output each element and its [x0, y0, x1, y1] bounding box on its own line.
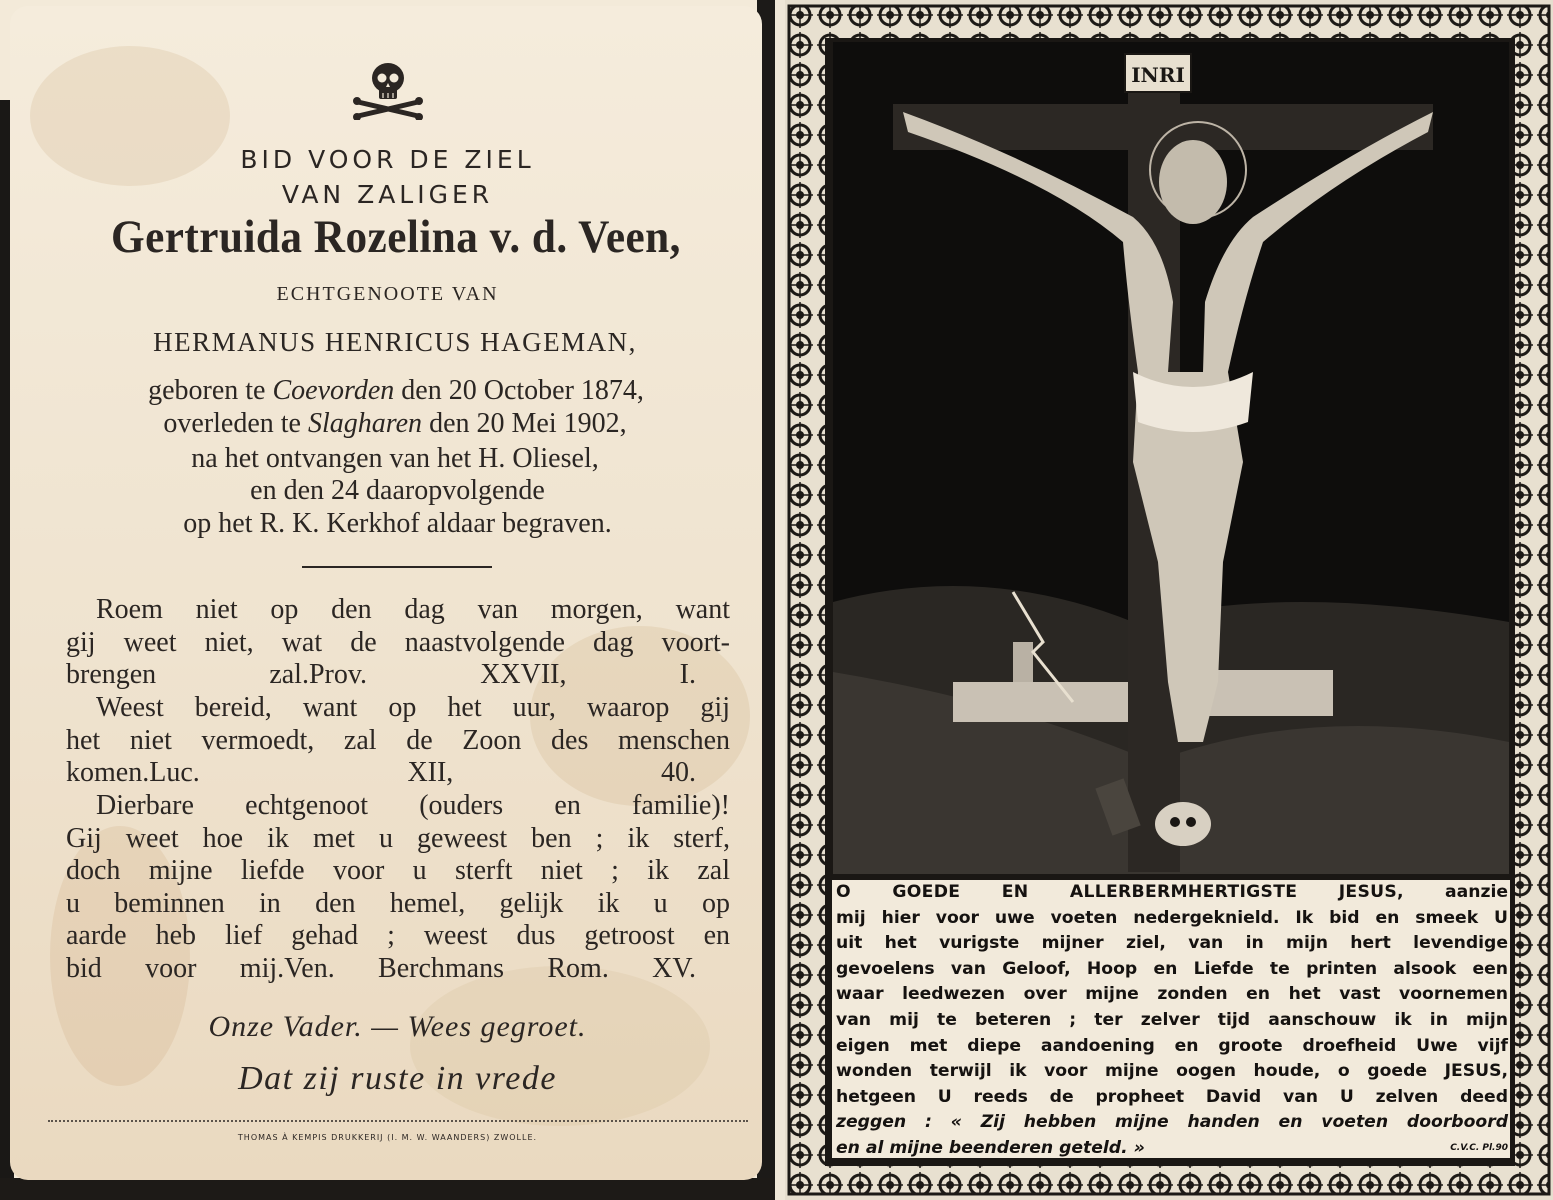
skull-crossbones-icon [352, 58, 424, 120]
divider-rule [302, 566, 492, 568]
prayer-text: O GOEDE EN ALLERBERMHERTIGSTE JESUS, aanzie mij hier voor uwe voeten nedergeknield. Ik bid en smeek U uit het vurigste mijner ziel, van in mijn hert levendige gevoelens van Geloof, Hoop en Liefde te printen alsook een waar leedwezen over mijne zonden en het vast voornemen van mij te beteren ; ter zelver tijd aanschouw ik in mijn eigen met diepe aandoening en groote droefheid Uwe vijf wonden terwijl ik voor mijne oogen houde, o goede JESUS, hetgeen U reeds de propheet David van U zelven deed zeggen : « Zij hebben mijne handen en voeten doorboord en al mijne beenderen geteld. » C.V.C. Pl.90 [836, 882, 1508, 1158]
heading-line-1: BID VOOR DE ZIEL [240, 145, 535, 174]
quote-proverbs: Roem niet op den dag van morgen, want gij weet niet, wat de naastvolgende dag voort- brengen zal.Prov. XXVII, I. [66, 594, 730, 691]
bio-line-1: geboren te Coevorden den 20 October 1874, [148, 375, 644, 406]
bio-line-2: overleden te Slagharen den 20 Mei 1902, [163, 408, 627, 439]
quote-luke: Weest bereid, want op het uur, waarop gij het niet vermoedt, zal de Zoon des menschen komen.Luc. XII, 40. [66, 692, 730, 789]
bio-line-5: op het R. K. Kerkhof aldaar begraven. [183, 508, 612, 539]
memorial-card-front [0, 0, 775, 1200]
card-shadow-bottom [0, 1178, 775, 1200]
heading-line-2: VAN ZALIGER [281, 180, 494, 209]
bio-line-4: en den 24 daaropvolgende [250, 475, 545, 506]
deceased-name: Gertruida Rozelina v. d. Veen, [111, 211, 681, 263]
dotted-rule [48, 1120, 748, 1122]
rest-in-peace-line: Dat zij ruste in vrede [238, 1060, 557, 1097]
printer-imprint: THOMAS À KEMPIS DRUKKERIJ (I. M. W. WAANDERS) ZWOLLE. [237, 1133, 538, 1142]
spouse-name: HERMANUS HENRICUS HAGEMAN, [153, 327, 637, 357]
prayer-line: Onze Vader. — Wees gegroet. [208, 1010, 587, 1043]
crucifixion-engraving [833, 42, 1509, 874]
quote-berchmans: Dierbare echtgenoot (ouders en familie)! Gij weet hoe ik met u geweest ben ; ik sterf, doch mijne liefde voor u sterft niet ; ik zal u beminnen in den hemel, gelijk ik u op aarde heb lief gehad ; weest dus getroost en bid voor mij.Ven. Berchmans Rom. XV. [66, 790, 730, 984]
bio-line-3: na het ontvangen van het H. Oliesel, [191, 443, 599, 474]
spouse-label: ECHTGENOOTE VAN [276, 283, 499, 305]
inri-plaque-text: INRI [1131, 63, 1185, 87]
